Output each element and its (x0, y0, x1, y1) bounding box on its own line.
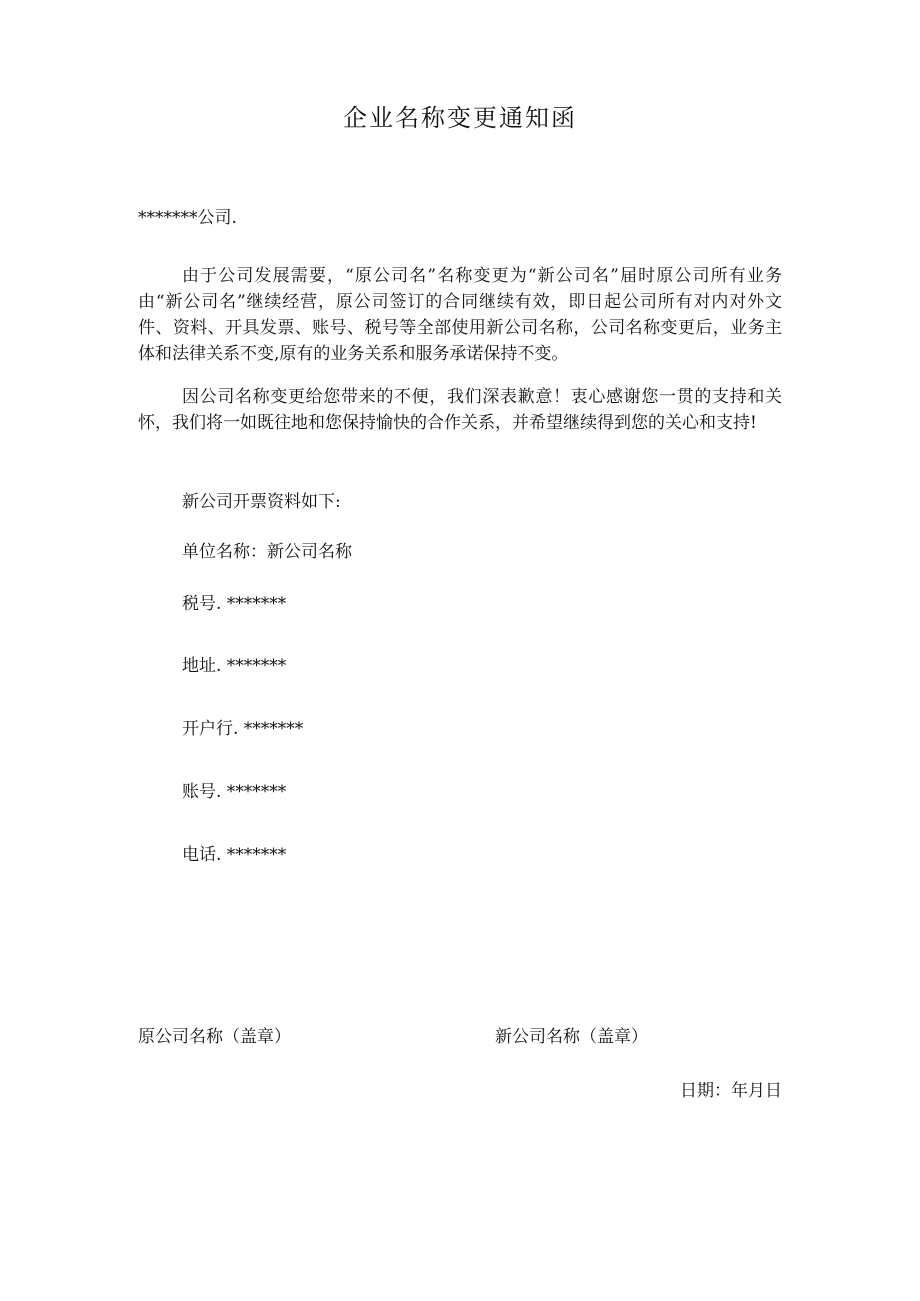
new-company-seal: 新公司名称（盖章） (495, 1027, 648, 1047)
body-paragraph-1: 由于公司发展需要，“原公司名”名称变更为“新公司名”届时原公司所有业务由“新公司名”继续经营，原公司签订的合同继续有效，即日起公司所有对内对外文件、资料、开具发票、账号、税号等全部使用新公司名称，公司名称变更后，业务主体和法律关系不变,原有的业务关系和服务承诺保持不变。 (138, 266, 782, 364)
billing-address: 地址. ******* (182, 656, 287, 676)
billing-tax-id: 税号. ******* (182, 594, 287, 614)
document-title: 企业名称变更通知函 (343, 104, 577, 132)
billing-unit-name: 单位名称：新公司名称 (182, 542, 352, 562)
billing-account: 账号. ******* (182, 782, 287, 802)
billing-bank: 开户行. ******* (182, 719, 304, 739)
old-company-seal: 原公司名称（盖章） (138, 1027, 291, 1047)
billing-phone: 电话. ******* (182, 845, 287, 865)
addressee: *******公司. (138, 208, 237, 228)
date-line: 日期：年月日 (680, 1081, 782, 1101)
billing-intro: 新公司开票资料如下: (182, 492, 341, 512)
body-paragraph-2: 因公司名称变更给您带来的不便，我们深表歉意！衷心感谢您一贯的支持和关怀，我们将一如既往地和您保持愉快的合作关系，并希望继续得到您的关心和支持! (138, 387, 782, 433)
